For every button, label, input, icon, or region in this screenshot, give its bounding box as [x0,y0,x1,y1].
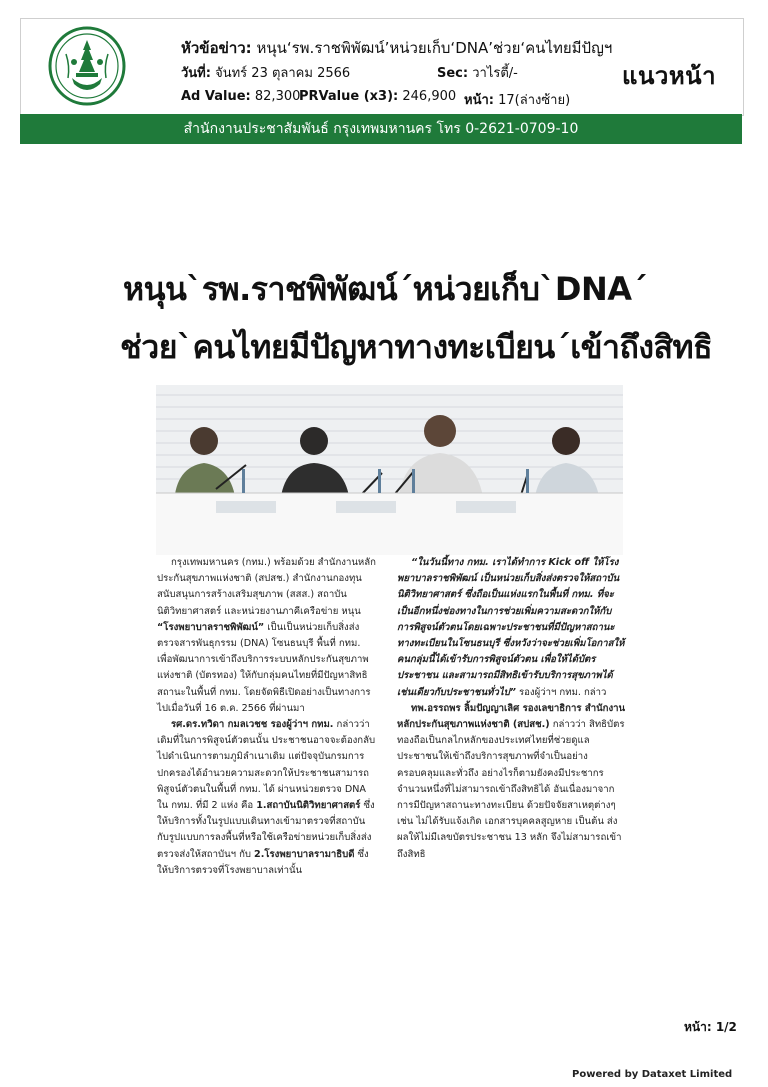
sec-label: Sec: [437,66,469,81]
left-p2-text-3: ซึ่งให้บริการตรวจที่โรงพยาบาลเท่านั้น [157,848,369,876]
left-paragraph-2 [157,717,376,879]
right-quote-attribution: รองผู้ว่าฯ กทม. กล่าว [519,686,607,698]
pr-value: 246,900 [402,89,457,104]
right-quote-text: “ในวันนี้ทาง กทม. เราได้ทำการ Kick off ให้โรงพยาบาลราชพิพัฒน์ เป็นหน่วยเก็บสิ่งส่งตรวจให้สถาบันนิติวิทยาศาสตร์ ซึ่งถือเป็นแห่งแรกในพื้นที่ กทม. ที่จะเป็นอีกหนึ่งช่องทางในการช่วยเพิ่มความสะดวกให้กับการพิสูจน์ตัวตนโดยเฉพาะประชาชนที่มีปัญหาสถานะทางทะเบียนในโซนธนบุรี ซึ่งหวังว่าจะช่วยเพิ่มโอกาสให้คนกลุ่มนี้ได้เข้ารับการพิสูจน์ตัวตน เพื่อให้ได้บัตรประชาชน และสามารถมีสิทธิเข้ารับบริการสุขภาพได้เช่นเดียวกับประชาชนทั่วไป” [397,557,625,698]
header-pr-value [299,89,456,104]
article-left-column [157,555,376,879]
title-label: หัวข้อข่าว: [181,39,252,57]
headline-line-2: ช่วย`คนไทยมีปัญหาทางทะเบียน´เข้าถึงสิทธิ [120,328,713,366]
header-section [437,62,518,83]
right-paragraph-2 [397,701,627,863]
left-paragraph-1 [157,555,376,717]
pr-label: PRValue (x3): [299,89,399,104]
powered-by: Powered by Dataxet Limited [572,1069,733,1080]
right-p2-speaker: ทพ.อรรถพร ลิ้มปัญญาเลิศ รองเลขาธิการ สำนักงานหลักประกันสุขภาพแห่งชาติ (สปสช.) [397,702,626,731]
date-value: จันทร์ 23 ตุลาคม 2566 [215,66,351,81]
page-value: 17(ล่างซ้าย) [498,93,571,108]
left-p1-hospital: “โรงพยาบาลราชพิพัฒน์” [157,621,265,633]
page-number: หน้า: 1/2 [684,1020,737,1034]
left-p2-ramathibodi: 2.โรงพยาบาลรามาธิบดี [254,848,355,860]
left-p1-rest: เป็นเป็นหน่วยเก็บสิ่งส่งตรวจสารพันธุกรรม (DNA) โซนธนบุรี พื้นที่ กทม. เพื่อพัฒนาการเข้าถึงบริการระบบหลักประกันสุขภาพแห่งชาติ (บัตรทอง) ให้กับกลุ่มคนไทยที่มีปัญหาสิทธิสถานะในพื้นที่ กทม. โดยจัดพิธีเปิดอย่างเป็นทางการ ไปเมื่อวันที่ 16 ต.ค. 2566 ที่ผ่านมา [157,621,371,714]
header-title [181,36,621,60]
headline-line-1: หนุน`รพ.ราชพิพัฒน์´หน่วยเก็บ`DNA´ [122,270,648,308]
left-p2-text: กล่าวว่า เดิมที่ในการพิสูจน์ตัวตนนั้น ประชาชนอาจจะต้องกลับไปดำเนินการตามภูมิลำเนาเดิม แต่ปัจจุบันกรมการปกครองได้อำนวยความสะดวกให้ประชาชนสามารถพิสูจน์ตัวตนในพื้นที่ กทม. ได้ ผ่านหน่วยตรวจ DNA ใน กทม. ที่มี 2 แห่ง คือ [157,719,376,812]
page-label: หน้า: [464,93,494,108]
publication-name: แนวหน้า [622,62,717,90]
press-conference-photo [156,385,623,555]
header-page [464,89,570,110]
sec-value: วาไรตี้/- [472,66,518,81]
office-contact-bar: สำนักงานประชาสัมพันธ์ กรุงเทพมหานคร โทร 0-2621-0709-10 [20,114,742,144]
header-date [181,62,350,83]
article-right-column [397,555,627,863]
left-p2-institute: 1.สถาบันนิติวิทยาศาสตร์ [256,800,361,812]
title-value: หนุน‘รพ.ราชพิพัฒน์’หน่วยเก็บ‘DNA’ช่วย‘คนไทยมีปัญฯ [256,39,613,57]
left-p2-speaker: รศ.ดร.ทวิดา กมลเวชช รองผู้ว่าฯ กทม. [171,719,334,731]
right-quote-paragraph [397,555,627,701]
ad-value: 82,300 [254,89,301,104]
header-ad-value [181,89,300,104]
left-p2-text-2: ซึ่งให้บริการทั้งในรูปแบบเดินทางเข้ามาตรวจที่สถาบัน กับรูปแบบการลงพื้นที่หรือใช้เครือข่ายหน่วยเก็บสิ่งส่งตรวจส่งให้สถาบันฯ กับ [157,800,375,860]
left-p1-text: กรุงเทพมหานคร (กทม.) พร้อมด้วย สำนักงานหลักประกันสุขภาพแห่งชาติ (สปสช.) สำนักงานกองทุนสนับสนุนการสร้างเสริมสุขภาพ (สสส.) สถาบันนิติวิทยาศาสตร์ และหน่วยงานภาคีเครือข่าย หนุน [157,557,376,617]
bma-seal-logo [48,26,126,106]
right-p2-text: กล่าวว่า สิทธิบัตรทองถือเป็นกลไกหลักของประเทศไทยที่ช่วยดูแลประชาชนให้เข้าถึงบริการสุขภาพที่จำเป็นอย่างครอบคลุมและทั่วถึง อย่างไรก็ตามยังคงมีประชากรจำนวนหนึ่งที่ไม่สามารถเข้าถึงสิทธิได้ อันเนื่องมาจากการมีปัญหาสถานะทางทะเบียน ด้วยปัจจัยสาเหตุต่างๆ เช่น ไม่ได้รับแจ้งเกิด เอกสารบุคคลสูญหาย เป็นต้น ส่งผลให้ไม่มีเลขบัตรประชาชน 13 หลัก จึงไม่สามารถเข้าถึงสิทธิ [397,719,625,860]
ad-label: Ad Value: [181,89,251,104]
date-label: วันที่: [181,66,211,81]
